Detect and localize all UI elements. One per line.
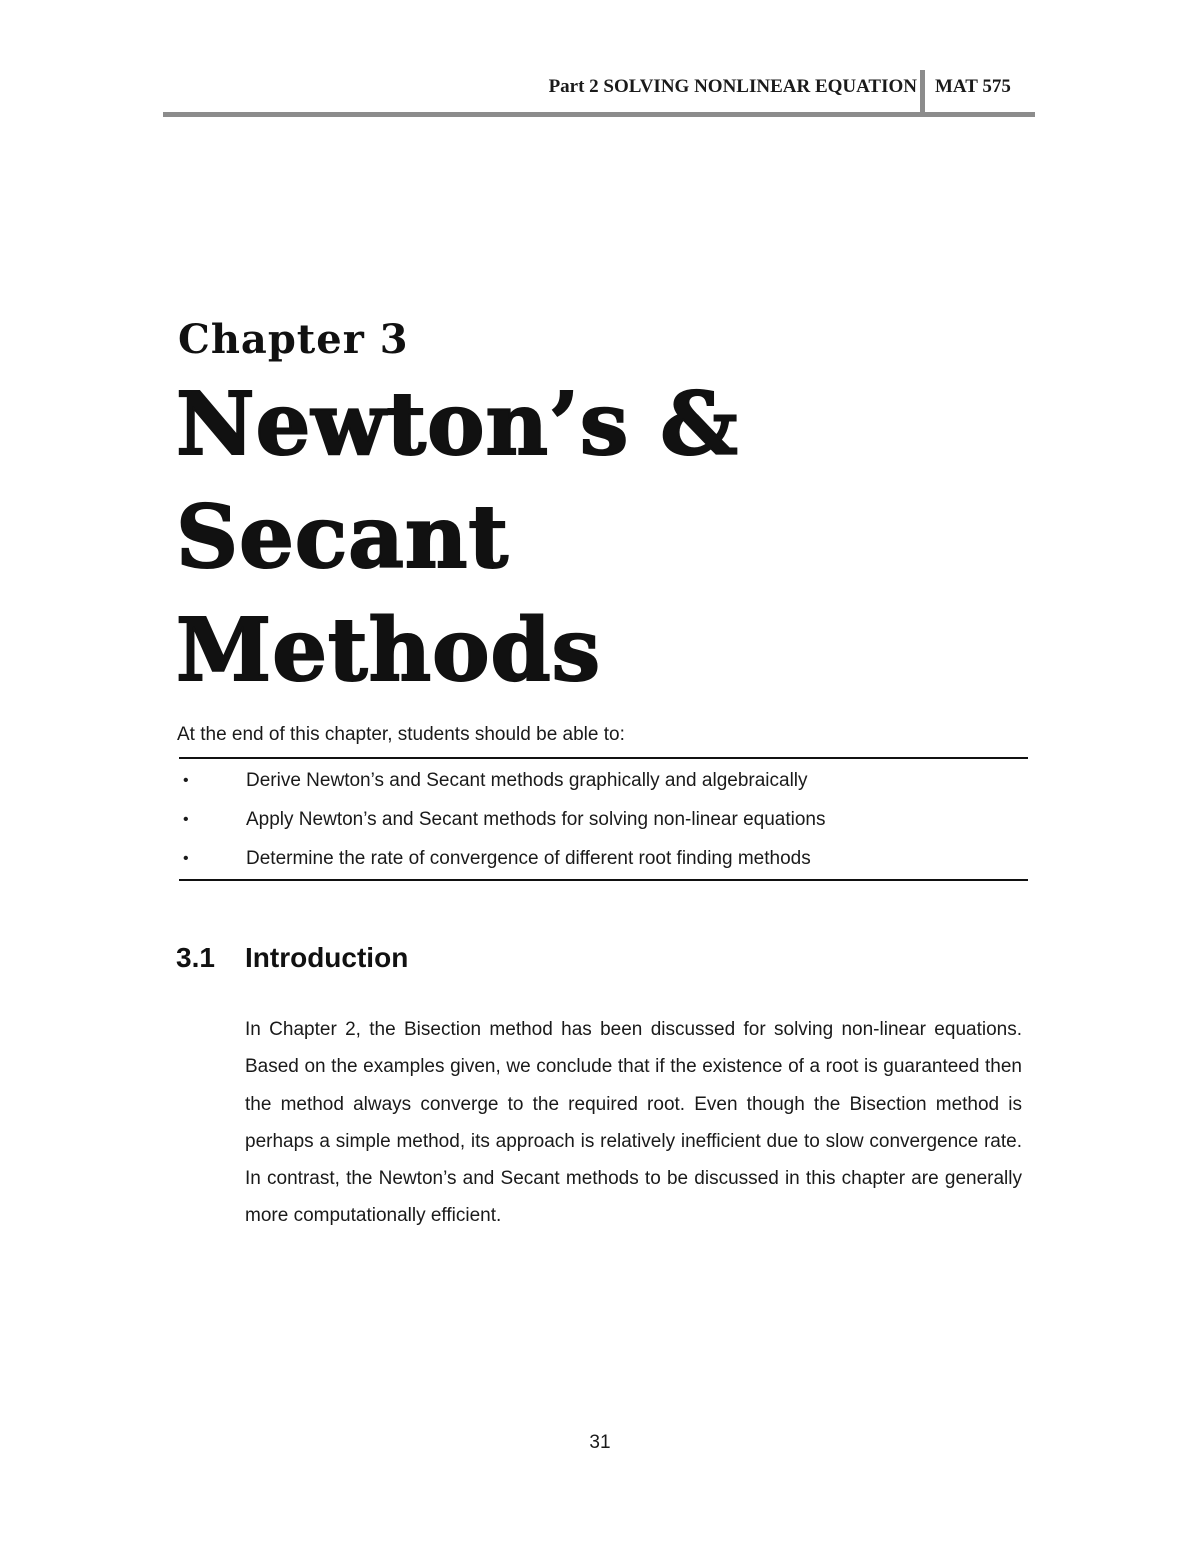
chapter-label: Chapter 3	[178, 316, 409, 363]
bullet-icon: •	[183, 811, 189, 828]
section-title: Introduction	[245, 942, 409, 973]
objective-item	[179, 765, 1028, 804]
objective-item	[179, 843, 1028, 882]
objective-item	[179, 804, 1028, 843]
header-rule	[163, 112, 1035, 117]
running-header	[163, 70, 1035, 118]
chapter-title	[176, 368, 976, 707]
bullet-icon: •	[183, 772, 189, 789]
objective-text: Apply Newton’s and Secant methods for solving non-linear equations	[246, 809, 826, 830]
chapter-title-line: Methods	[176, 600, 602, 701]
bullet-icon: •	[183, 850, 189, 867]
page-number: 31	[589, 1432, 611, 1453]
objectives-box	[179, 757, 1028, 881]
section-heading	[176, 942, 408, 974]
objectives-intro: At the end of this chapter, students should be able to:	[177, 724, 625, 745]
section-body: In Chapter 2, the Bisection method has been discussed for solving non-linear equations. Based on the examples given, we conclude that if the existence of a root is guaranteed then the method always converge to the required root. Even though the Bisection method is perhaps a simple method, its approach is relatively inefficient due to slow convergence rate. In contrast, the Newton’s and Secant methods to be discussed in this chapter are generally more computationally efficient.	[245, 1019, 1022, 1227]
chapter-title-line: Newton’s &	[176, 374, 739, 475]
header-part-title: Part 2 SOLVING NONLINEAR EQUATION	[548, 76, 917, 97]
objective-text: Derive Newton’s and Secant methods graphically and algebraically	[246, 770, 808, 791]
header-divider	[920, 70, 925, 114]
objective-text: Determine the rate of convergence of different root finding methods	[246, 848, 811, 869]
objectives-list	[179, 765, 1028, 882]
chapter-title-line: Secant	[176, 487, 510, 588]
section-number: 3.1	[176, 942, 215, 973]
header-course-code: MAT 575	[935, 76, 1011, 97]
